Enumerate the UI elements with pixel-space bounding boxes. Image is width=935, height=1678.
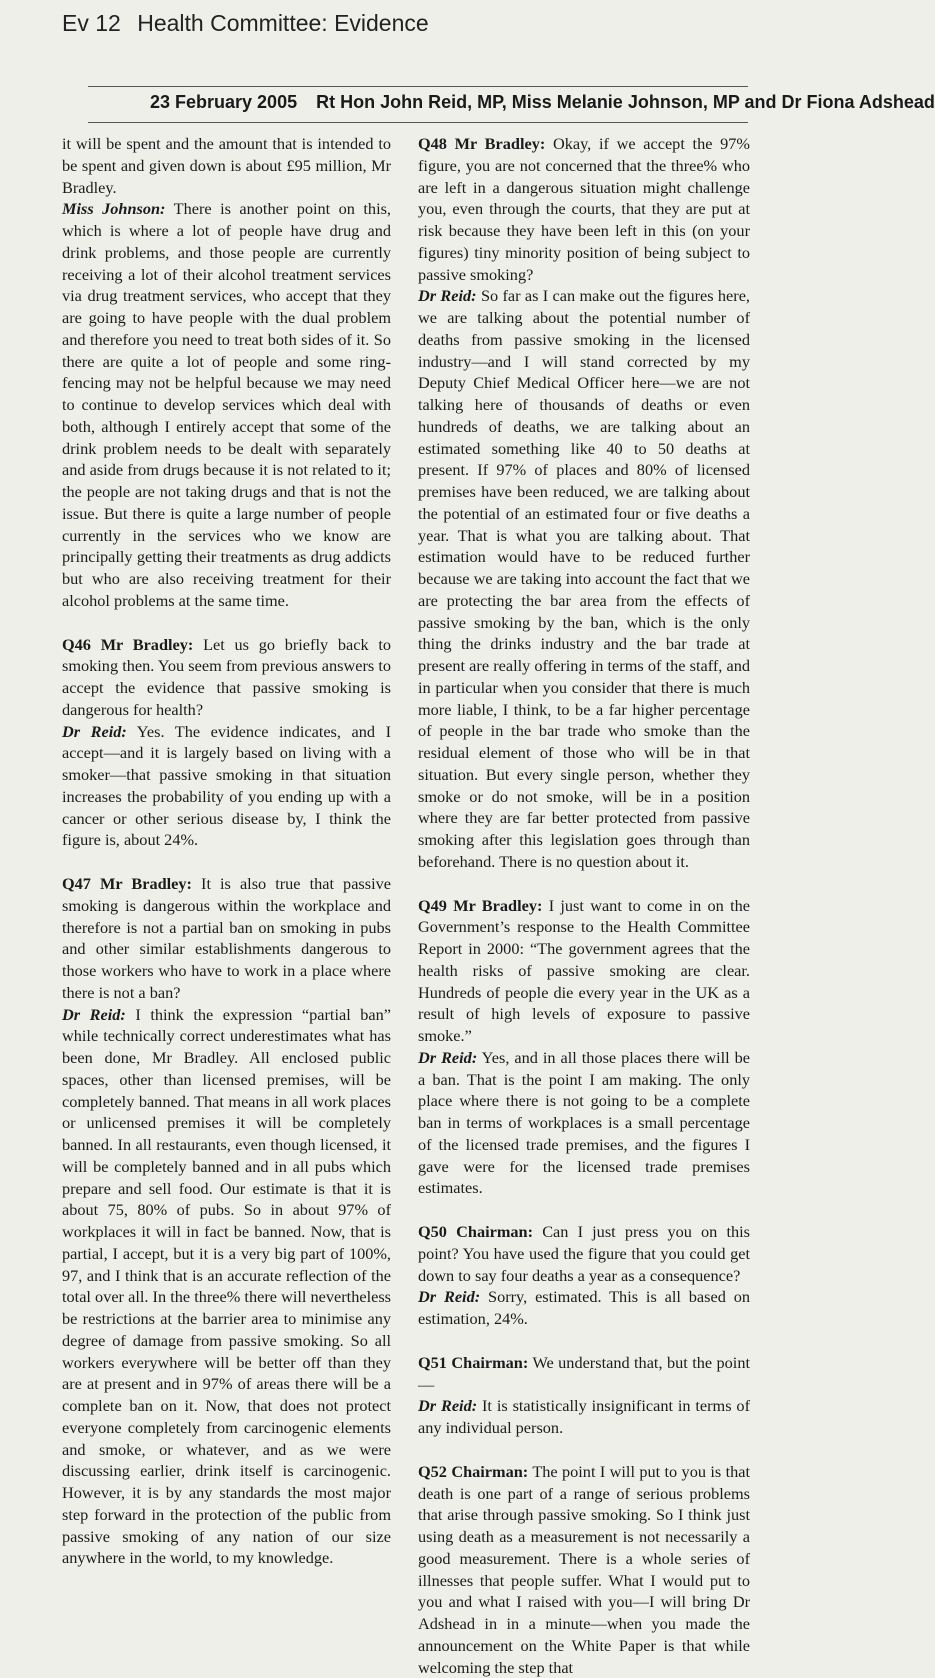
paragraph-text: There is another point on this, which is where a lot of people have drug and drink problems, and those people are currently receiving a lot of their alcohol treatment services via drug treatment services, who accept that they are going to have people with the dual problem and therefore you need to treat both sides of it. So there are quite a lot of people and some ring-fencing may not be helpful because we may need to continue to develop services which deal with both, although I entirely accept that some of the drink problem needs to be dealt with separately and aside from drugs because it is not related to it; the people are not taking drugs and that is not the issue. But there is quite a large number of people currently in the services who we know are principally getting their treatments as drug addicts but who are also receiving treatment for their alcohol problems at the same time. bbox=[62, 199, 391, 610]
answer-paragraph bbox=[418, 1047, 750, 1199]
question-speaker: Chairman: bbox=[451, 1352, 529, 1372]
answer-paragraph bbox=[62, 198, 391, 611]
question-number: Q47 bbox=[62, 874, 91, 893]
paragraph-text: The point I will put to you is that death is one part of a range of serious problems that arise through passive smoking. So I think just using death as a measurement is not necessarily a good measurement. There is a whole series of illnesses that people suffer. What I would put to you and what I raised with you—I will bring Dr Adshead in in a minute—when you made the announcement on the White Paper is that while welcoming the step that bbox=[418, 1461, 750, 1677]
question-number: Q46 bbox=[62, 634, 91, 654]
question-speaker: Mr Bradley: bbox=[100, 634, 194, 654]
answer-speaker: Dr Reid: bbox=[62, 721, 127, 741]
paragraph-text: Let us go briefly back to smoking then. You seem from previous answers to accept the evidence that passive smoking is dangerous for health? bbox=[62, 634, 391, 719]
question-number: Q52 bbox=[418, 1461, 447, 1481]
question-number: Q51 bbox=[418, 1352, 447, 1372]
paragraph-text: Can I just press you on this point? You have used the figure that you could get down to say four deaths a year as a consequence? bbox=[418, 1222, 751, 1285]
question-paragraph bbox=[62, 634, 391, 721]
paragraph-text: Okay, if we accept the 97% figure, you are not concerned that the three% who are left in a dangerous situation might challenge you, even through the courts, that they are put at risk because they have been left in this (on your figures) tiny minority position of being subject to passive smoking? bbox=[418, 134, 750, 284]
question-paragraph bbox=[418, 1221, 750, 1286]
answer-speaker: Dr Reid: bbox=[418, 1047, 478, 1067]
question-speaker: Chairman: bbox=[451, 1461, 529, 1481]
paragraph-text: Sorry, estimated. This is all based on estimation, 24%. bbox=[418, 1287, 750, 1328]
evidence-ref: Ev 12 bbox=[62, 10, 121, 36]
witness-line bbox=[150, 92, 935, 113]
answer-paragraph bbox=[418, 1395, 750, 1439]
header-rule-bottom bbox=[88, 122, 748, 123]
answer-paragraph bbox=[62, 1004, 391, 1570]
right-column bbox=[418, 133, 750, 1678]
answer-speaker: Dr Reid: bbox=[62, 1004, 126, 1024]
paragraph-text: Yes. The evidence indicates, and I accept—and it is largely based on living with a smoker—that passive smoking in that situation increases the probability of you ending up with a cancer or other serious disease by, I think the figure is, about 24%. bbox=[62, 721, 391, 850]
publication-title: Health Committee: Evidence bbox=[137, 10, 429, 36]
paragraph-text: I just want to come in on the Government’s response to the Health Committee Report in 2000: “The government agrees that the health risks of passive smoking are clear. Hundreds of people die every year in the UK as a result of high levels of exposure to passive smoke.” bbox=[418, 895, 750, 1045]
question-number: Q48 bbox=[418, 134, 447, 153]
answer-speaker: Dr Reid: bbox=[418, 1396, 478, 1416]
question-paragraph bbox=[418, 1352, 750, 1396]
answer-paragraph bbox=[418, 285, 750, 872]
answer-speaker: Miss Johnson: bbox=[62, 199, 166, 219]
paragraph-text: it will be spent and the amount that is intended to be spent and given down is about £95 million, Mr Bradley. bbox=[62, 134, 391, 197]
paragraph-text: I think the expression “partial ban” while technically correct underestimates what has been done, Mr Bradley. All enclosed public spaces, other than licensed premises, will be completely banned. That means in all work places or unlicensed premises it will be completely banned. In all restaurants, even though licensed, it will be completely banned and in all pubs which prepare and sell food. Our estimate is that it is about 75, 80% of pubs. So in about 97% of workplaces it will in fact be banned. Now, that is partial, I accept, but it is a very big part of 100%, 97, and I think that is an accurate reflection of the total over all. In the three% there will nevertheless be restrictions at the barrier area to minimise any degree of damage from passive smoking. So all workers everywhere will be better off than they are at present and in 97% of areas there will be a complete ban on it. Now, that does not protect everyone completely from carcinogenic elements and smoke, or whatever, and as we were discussing earlier, drink itself is carcinogenic. However, it is by any standards the most major step forward in the protection of the public from passive smoking of any nation of our size anywhere in the world, to my knowledge. bbox=[62, 1004, 392, 1568]
question-speaker: Chairman: bbox=[456, 1222, 534, 1241]
question-paragraph bbox=[418, 133, 750, 285]
paragraph-text: Yes, and in all those places there will be a ban. That is the point I am making. The only place where there is not going to be a complete ban in terms of workplaces is a small percentage of the licensed trade premises, and the figures I gave were for the licensed trade premises estimates. bbox=[418, 1047, 750, 1198]
question-speaker: Mr Bradley: bbox=[454, 134, 546, 153]
session-date: 23 February 2005 bbox=[150, 92, 298, 112]
answer-paragraph bbox=[62, 721, 391, 852]
continued-paragraph bbox=[62, 133, 391, 198]
paragraph-text: We understand that, but the point— bbox=[418, 1352, 750, 1394]
question-speaker: Mr Bradley: bbox=[453, 895, 543, 915]
question-speaker: Mr Bradley: bbox=[100, 874, 192, 893]
question-number: Q49 bbox=[418, 895, 447, 915]
paragraph-text: So far as I can make out the figures here, we are talking about the potential number of deaths from passive smoking in the licensed industry—and I will stand corrected by my Deputy Chief Medical Officer here—we are not talking here of thousands of deaths or even hundreds of deaths, we are talking about an estimated something like 40 to 50 deaths at present. If 97% of places and 80% of licensed premises have been reduced, we are talking about the potential of an estimated four or five deaths a year. That is what you are talking about. That estimation would have to be reduced further because we are taking into account the fact that we are protecting the bar area from the effects of passive smoking by the ban, which is the only thing the drinks industry and the bar trade at present are really offering in terms of the staff, and in particular when you consider that there is much more liable, I think, to be a far higher percentage of people in the bar trade who smoke than the residual element of those who will be in that situation. But every single person, whether they smoke or do not smoke, will be in a position where they are far better protected from passive smoking after this legislation goes through than beforehand. There is no question about it. bbox=[418, 286, 751, 871]
question-number: Q50 bbox=[418, 1222, 447, 1241]
paragraph-text: It is statistically insignificant in terms of any individual person. bbox=[418, 1396, 750, 1437]
question-paragraph bbox=[418, 895, 750, 1047]
answer-paragraph bbox=[418, 1286, 750, 1330]
left-column bbox=[62, 133, 391, 1569]
question-paragraph bbox=[62, 873, 391, 1004]
paragraph-text: It is also true that passive smoking is dangerous within the workplace and therefore is not a partial ban on smoking in pubs and other similar establishments dangerous to those workers who have to work in a place where there is not a ban? bbox=[62, 874, 391, 1002]
question-paragraph bbox=[418, 1461, 750, 1678]
answer-speaker: Dr Reid: bbox=[418, 1287, 481, 1307]
header-rule-top bbox=[88, 86, 748, 87]
answer-speaker: Dr Reid: bbox=[418, 286, 477, 306]
running-head bbox=[62, 10, 429, 37]
witness-names: Rt Hon John Reid, MP, Miss Melanie Johnson, MP and Dr Fiona Adshead bbox=[316, 92, 935, 112]
